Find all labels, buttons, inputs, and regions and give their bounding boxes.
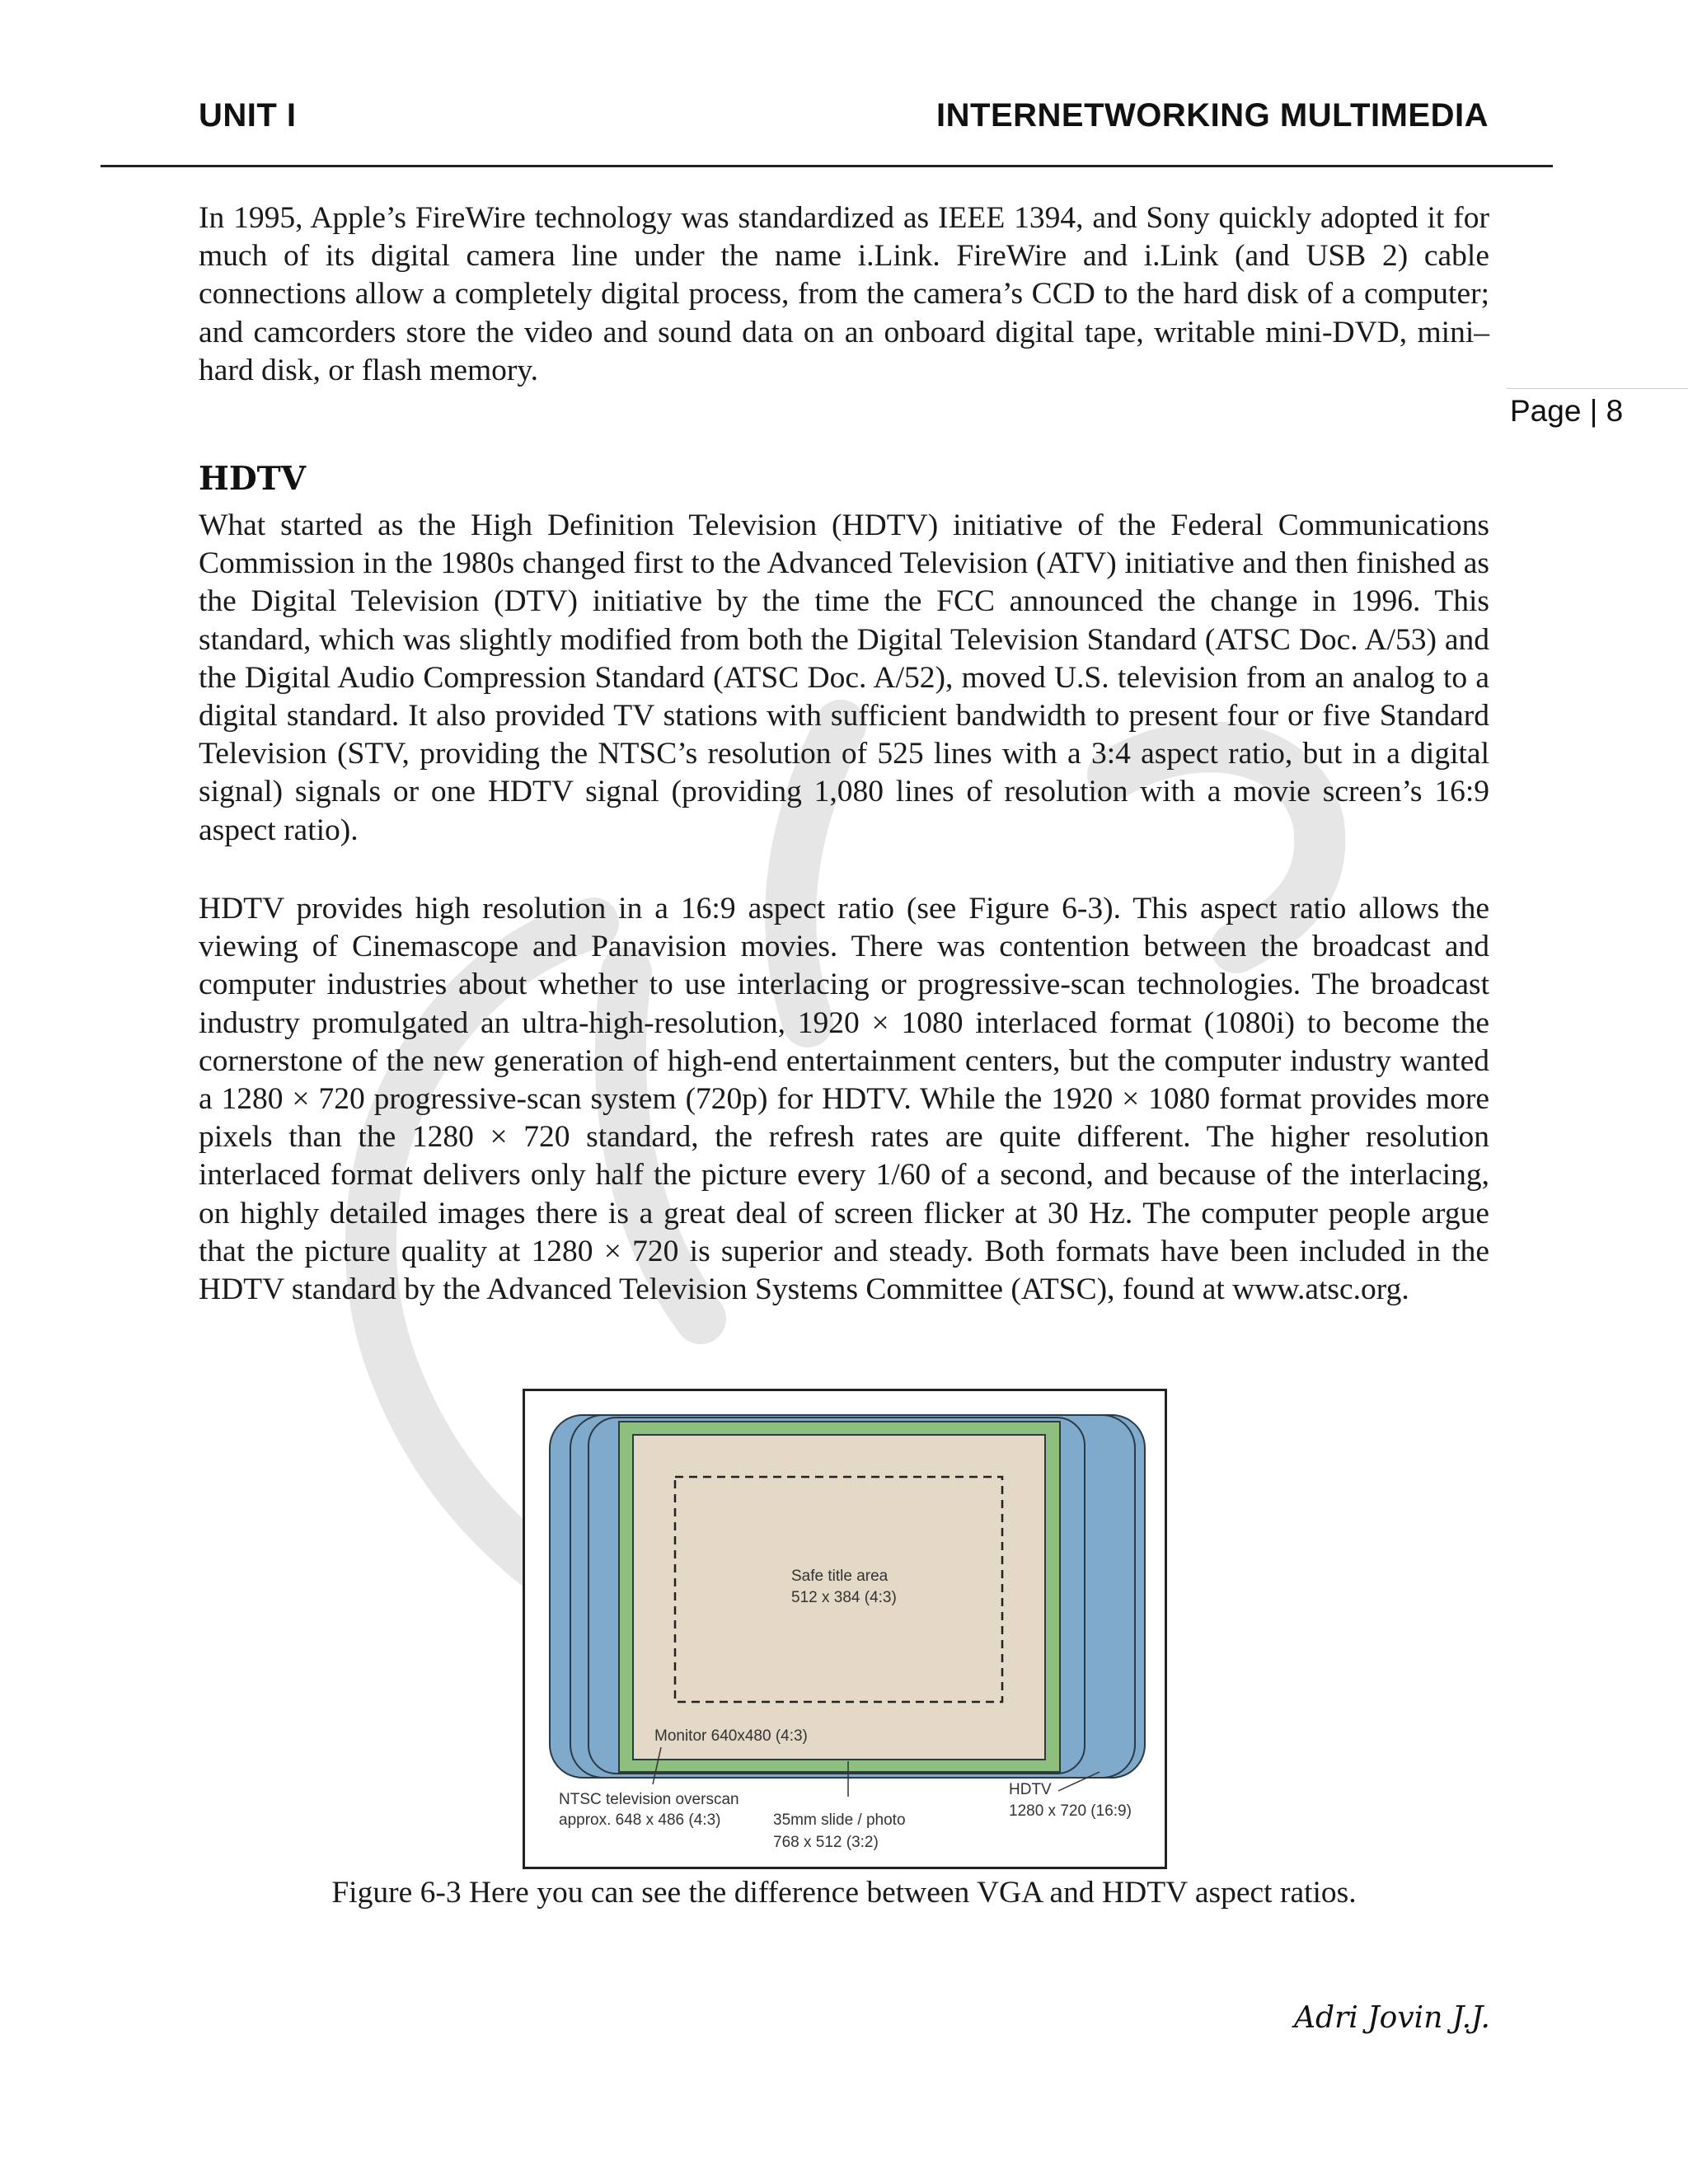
page-number-divider bbox=[1507, 388, 1688, 389]
intro-paragraph: In 1995, Apple’s FireWire technology was standardized as IEEE 1394, and Sony quickly adopted it for much of its digital camera line under the name i.Link. FireWire and i.Link (and USB 2) cable connections allow a completely digital process, from the camera’s CCD to the hard disk of a computer; and camcorders store the video and sound data on an onboard digital tape, writable mini-DVD, mini–hard disk, or flash memory. bbox=[199, 201, 1489, 387]
course-title: INTERNETWORKING MULTIMEDIA bbox=[936, 97, 1489, 134]
slide-size: 768 x 512 (3:2) bbox=[773, 1834, 879, 1851]
hdtv-size: 1280 x 720 (16:9) bbox=[1009, 1802, 1132, 1820]
section-heading-hdtv: HDTV bbox=[199, 460, 306, 498]
ntsc-label: NTSC television overscan bbox=[559, 1791, 739, 1808]
aspect-ratio-figure bbox=[523, 1389, 1167, 1869]
header-divider bbox=[101, 165, 1553, 167]
author-signature: Adri Jovin J.J. bbox=[1294, 2001, 1490, 2035]
monitor-label: Monitor 640x480 (4:3) bbox=[654, 1727, 808, 1745]
safe-title-label: Safe title area bbox=[791, 1568, 889, 1585]
ntsc-size: approx. 648 x 486 (4:3) bbox=[559, 1811, 721, 1829]
slide-label: 35mm slide / photo bbox=[773, 1811, 906, 1829]
figure-caption: Figure 6-3 Here you can see the difference between VGA and HDTV aspect ratios. bbox=[331, 1876, 1357, 1910]
page-number: Page | 8 bbox=[1510, 394, 1624, 428]
hdtv-paragraph-1: What started as the High Definition Television (HDTV) initiative of the Federal Communications Commission in the 1980s changed first to the Advanced Television (ATV) initiative and then finished as the Digital Television (DTV) initiative by the time the FCC announced the change in 1996. This standard, which was slightly modified from both the Digital Television Standard (ATSC Doc. A/53) and the Digital Audio Compression Standard (ATSC Doc. A/52), moved U.S. television from an analog to a digital standard. It also provided TV stations with sufficient bandwidth to present four or five Standard Television (STV, providing the NTSC’s resolution of 525 lines with a 3:4 aspect ratio, but in a digital signal) signals or one HDTV signal (providing 1,080 lines of resolution with a movie screen’s 16:9 aspect ratio). bbox=[199, 509, 1489, 847]
hdtv-label: HDTV bbox=[1009, 1781, 1052, 1798]
safe-title-size: 512 x 384 (4:3) bbox=[791, 1589, 897, 1606]
hdtv-paragraph-2: HDTV provides high resolution in a 16:9 aspect ratio (see Figure 6-3). This aspect ratio allows the viewing of Cinemascope and Panavision movies. There was contention between the broadcast and computer industries about whether to use interlacing or progressive-scan technologies. The broadcast industry promulgated an ultra-high-resolution, 1920 × 1080 interlaced format (1080i) to become the cornerstone of the new generation of high-end entertainment centers, but the computer industry wanted a 1280 × 720 progressive-scan system (720p) for HDTV. While the 1920 × 1080 format provides more pixels than the 1280 × 720 standard, the refresh rates are quite different. The higher resolution interlaced format delivers only half the picture every 1/60 of a second, and because of the interlacing, on highly detailed images there is a great deal of screen flicker at 30 Hz. The computer people argue that the picture quality at 1280 × 720 is superior and steady. Both formats have been included in the HDTV standard by the Advanced Television Systems Committee (ATSC), found at www.atsc.org. bbox=[199, 892, 1489, 1307]
aspect-ratio-diagram bbox=[523, 1389, 1167, 1869]
unit-label: UNIT I bbox=[199, 97, 297, 134]
